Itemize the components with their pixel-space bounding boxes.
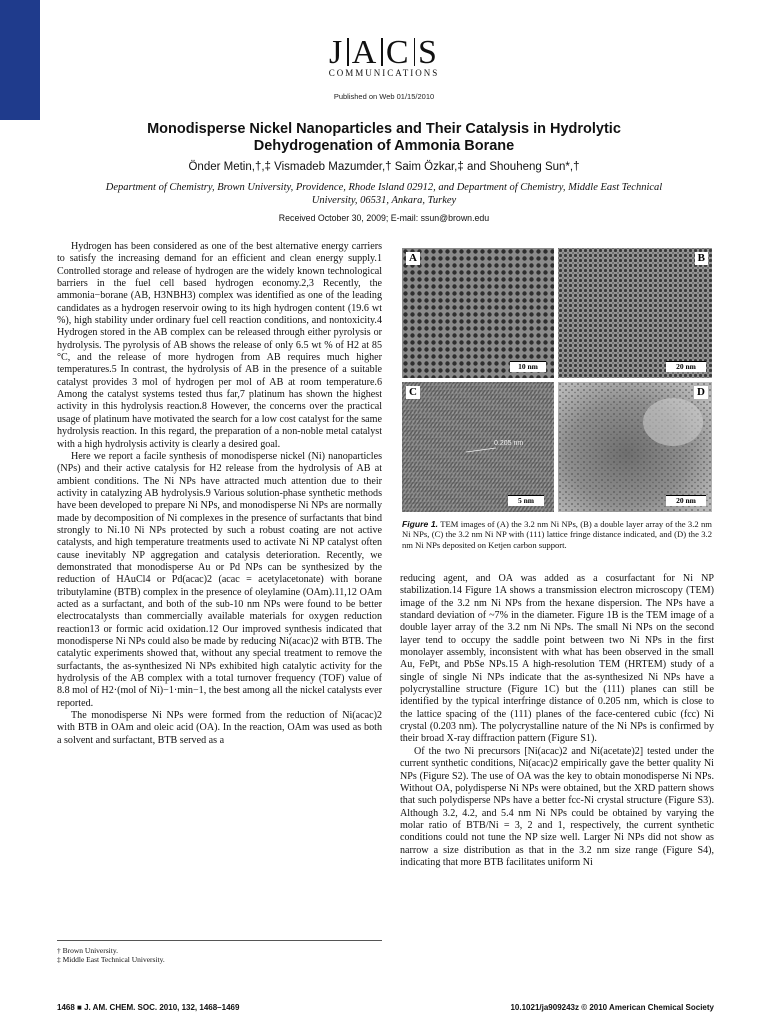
article-authors: Önder Metin,†,‡ Vismadeb Mazumder,† Saim Özkar,‡ and Shouheng Sun*,† xyxy=(188,161,580,173)
scale-bar-a: 10 nm xyxy=(510,361,546,372)
tem-image-b xyxy=(558,248,712,378)
panel-label-c: C xyxy=(406,386,420,399)
scale-bar-b: 20 nm xyxy=(666,361,706,372)
logo-letter-j: J xyxy=(329,34,345,71)
scale-bar-d: 20 nm xyxy=(666,495,706,506)
article-affiliations: Department of Chemistry, Brown University, Providence, Rhode Island 02912, and Department of Chemistry, Middle East Technical University, 06531, Ankara, Turkey xyxy=(105,182,663,206)
figure-caption-label: Figure 1. xyxy=(402,519,439,529)
figure-caption xyxy=(402,519,712,550)
left-column xyxy=(57,241,382,931)
scale-bar-c: 5 nm xyxy=(508,495,544,506)
article-title: Monodisperse Nickel Nanoparticles and Their Catalysis in Hydrolytic Dehydrogenation of Ammonia Borane xyxy=(147,121,621,154)
tem-image-d xyxy=(558,382,712,512)
tem-panel-b xyxy=(558,248,712,378)
journal-logo-subtitle: COMMUNICATIONS xyxy=(328,68,440,78)
body-paragraph: The monodisperse Ni NPs were formed from the reduction of Ni(acac)2 with BTB in OAm and oleic acid (OA). In the reaction, OAm was used as both a solvent and surfactant, BTB served as a xyxy=(57,710,382,746)
panel-label-a: A xyxy=(406,252,420,265)
logo-letter-s: S xyxy=(418,34,439,71)
panel-label-d: D xyxy=(694,386,708,399)
tem-image-c xyxy=(402,382,554,512)
footnote: † Brown University. xyxy=(57,946,118,955)
tem-image-a xyxy=(402,248,554,378)
footer-doi: 10.1021/ja909243z © 2010 American Chemical Society xyxy=(510,1003,714,1012)
tem-panel-a xyxy=(402,248,554,378)
footer-citation: 1468 ■ J. AM. CHEM. SOC. 2010, 132, 1468–1469 xyxy=(57,1003,240,1012)
journal-logo xyxy=(0,36,768,78)
footnotes xyxy=(57,940,382,964)
figure-1 xyxy=(402,248,712,512)
published-date: Published on Web 01/15/2010 xyxy=(333,92,435,101)
right-column xyxy=(400,573,714,1010)
logo-letter-c: C xyxy=(385,34,411,71)
body-paragraph: Hydrogen has been considered as one of the best alternative energy carriers to satisfy the increasing demand for an efficient and clean energy supply.1 Controlled storage and release of hydrogen are the widely known technological barriers in the fuel cell based hydrogen economy.2,3 Recently, the ammonia−borane (AB, H3NBH3) complex was identified as one of the leading candidates as a hydrogen reservoir owing to its high hydrogen content (19.6 wt %), high stability under ordinary fuel cell reaction conditions, and nontoxicity.4 Hydrogen stored in the AB complex can be released through either pyrolysis or hydrolysis. The pyrolysis of AB shows the release of only 6.5 wt % of H2 at 85 °C, and the release of more hydrogen from AB requires much higher temperatures.5 In contrast, the hydrolysis of AB in the presence of a suitable catalyst provides 3 mol of hydrogen per mol of AB at room temperature.6 Among the catalyst systems tested thus far,7 platinum has shown the highest activity in this hydrolysis reaction.8 However, the concerns over the practical usage of platinum have motivated the search for a low cost catalyst for the same hydrolysis reaction. In this regard, the preparation of a non-noble metal catalyst with a high hydrolysis activity is clearly a desired goal. xyxy=(57,241,382,450)
figure-caption-text: TEM images of (A) the 3.2 nm Ni NPs, (B) a double layer array of the 3.2 nm Ni NPs, (C) the 3.2 nm Ni NP with (111) lattice fringe distance indicated, and (D) the 3.2 nm Ni NPs deposited on Ketjen carbon support. xyxy=(402,519,712,550)
panel-label-b: B xyxy=(695,252,708,265)
tem-panel-c xyxy=(402,382,554,512)
lattice-spacing-label: 0.205 nm xyxy=(494,440,524,447)
journal-logo-text xyxy=(0,36,768,70)
tem-panel-d xyxy=(558,382,712,512)
received-and-email: Received October 30, 2009; E-mail: ssun@brown.edu xyxy=(278,213,490,223)
logo-letter-a: A xyxy=(351,34,379,71)
body-paragraph: Of the two Ni precursors [Ni(acac)2 and Ni(acetate)2] tested under the current synthetic conditions, Ni(acac)2 empirically gave the better quality Ni NPs (Figure S2). The use of OA was the key to obtain monodisperse Ni NPs. Without OA, polydisperse Ni NPs were obtained, but the XRD pattern shows that such polydisperse NPs have a better fcc-Ni crystal structure (Figure S3). Although 3.2, 4.2, and 5.4 nm Ni NPs could be obtained by varying the molar ratio of BTB/Ni = 3, 2 and 1, respectively, the current synthetic conditions could not tune the NP size well. Larger Ni NPs did not show as narrow a size distribution as that in the 3.2 nm size range (Figure S4), indicating that more BTB facilitates uniform Ni xyxy=(400,745,714,868)
body-paragraph: Here we report a facile synthesis of monodisperse nickel (Ni) nanoparticles (NPs) and their active catalysis for H2 release from the hydrolysis of AB at ambient conditions. The Ni NPs have attracted much attention due to their activity in catalyzing AB hydrolysis.9 Various solution-phase synthetic methods have been developed to prepare Ni NPs, and monodisperse Ni NPs are normally made by decomposition of Ni complexes in the presence of surfactants that bind strongly to Ni.10 Ni NPs protected by such a robust coating are not active catalysts, and high temperature treatments used to activate Ni NP catalyst often cause inevitably NP aggregation and catalysis deterioration. Recently, we demonstrated that monodisperse Au or Pd NPs can be synthesized by the reduction of HAuCl4 or Pd(acac)2 (acac = acetylacetonate) with borane tributylamine (BTB) complex in the presence of oleylamine (OAm).11,12 OAm acted as a surfactant, and both of the sub-10 nm NPs were found to be better electrocatalysts than commercially available materials for oxygen reduction reaction13 or formic acid oxidation.12 Our improved synthesis indicated that monodisperse Ni NPs could also be made by reducing Ni(acac)2 with BTB. The catalytic experiments showed that, without any special treatment to remove the surfactants, the as-synthesized Ni NPs exhibited high catalytic activity for the hydrolysis of the AB complex with a total turnover frequency (TOF) value of 8.8 mol of H2·(mol of Ni)−1·min−1, the best among all the nickel catalysts ever reported. xyxy=(57,450,382,709)
body-paragraph: reducing agent, and OA was added as a cosurfactant for Ni NP stabilization.14 Figure 1A shows a transmission electron microscopy (TEM) image of the 3.2 nm Ni NPs from the hexane dispersion. The NPs have a standard deviation of ~7% in the diameter. Figure 1B is the TEM image of a double layer array of the 3.2 nm Ni NPs. The small Ni NPs on the second layer tend to occupy the saddle point between two Ni NPs in the first monolayer assembly, inconsistent with what has been observed in the small Au, FePt, and PbSe NPs.15 A high-resolution TEM (HRTEM) study of a single of single Ni NPs indicate that the as-synthesized Ni NPs have a polycrystalline structure (Figure 1C) but the (111) planes can still be identified by the typical interfringe distance of 0.205 nm, which is close to the lattice spacing of the (111) planes of the face-centered cubic (fcc) Ni crystal (0.203 nm). The polycrystalline nature of the Ni NPs is confirmed by their broad X-ray diffraction pattern (Figure S1). xyxy=(400,573,714,745)
footnote: ‡ Middle East Technical University. xyxy=(57,955,165,964)
